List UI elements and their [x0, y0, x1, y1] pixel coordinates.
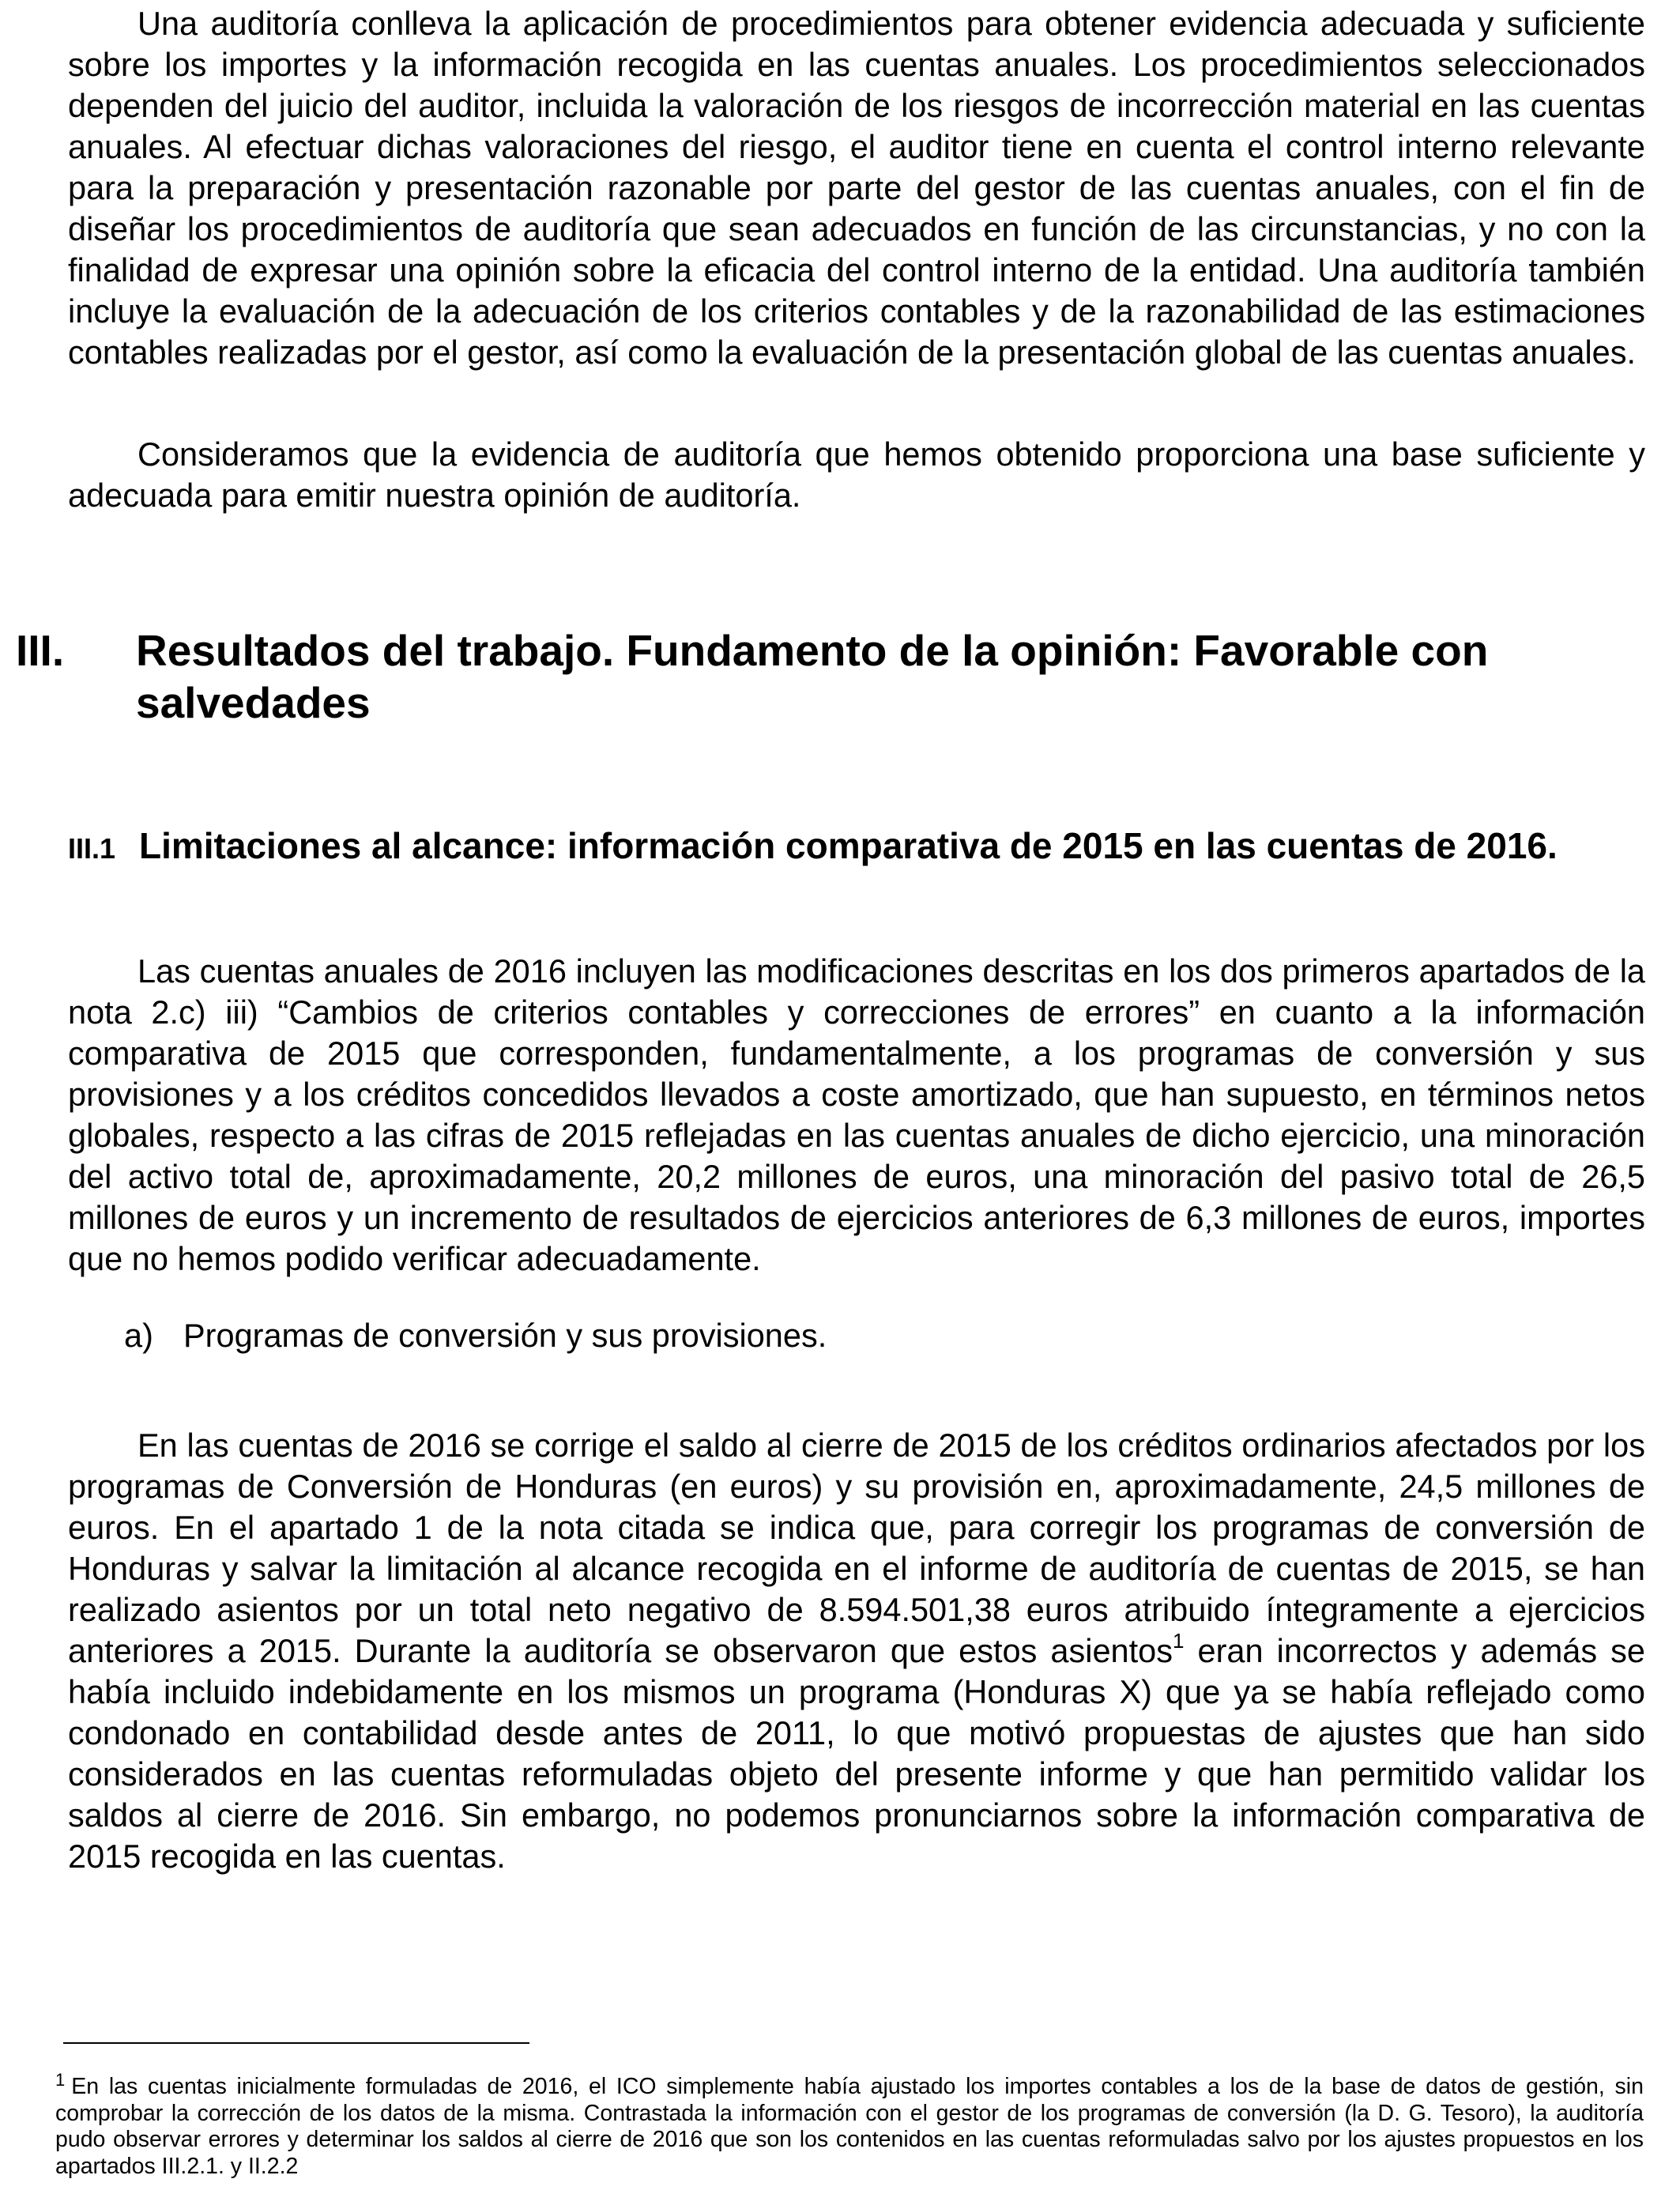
body-paragraph-2: [68, 1425, 1645, 1877]
intro-paragraph-2: Consideramos que la evidencia de auditoría que hemos obtenido proporciona una base suficiente y adecuada para emitir nuestra opinión de auditoría.: [68, 435, 1645, 514]
list-item-marker: a): [124, 1317, 153, 1354]
section-title: Resultados del trabajo. Fundamento de la opinión: Favorable con salvedades: [136, 626, 1489, 727]
section-number: III.: [16, 626, 65, 675]
intro-paragraph-1: Una auditoría conlleva la aplicación de procedimientos para obtener evidencia adecuada y suficiente sobre los importes y la información recogida en las cuentas anuales. Los procedimientos seleccionados dependen del juicio del auditor, incluida la valoración de los riesgos de incorrección material en las cuentas anuales. Al efectuar dichas valoraciones del riesgo, el auditor tiene en cuenta el control interno relevante para la preparación y presentación razonable por parte del gestor de las cuentas anuales, con el fin de diseñar los procedimientos de auditoría que sean adecuados en función de las circunstancias, y no con la finalidad de expresar una opinión sobre la eficacia del control interno de la entidad. Una auditoría también incluye la evaluación de la adecuación de los criterios contables y de la razonabilidad de las estimaciones contables realizadas por el gestor, así como la evaluación de la presentación global de las cuentas anuales.: [68, 5, 1645, 371]
subsection-number: III.1: [68, 832, 116, 865]
footnote-number: 1: [55, 2070, 66, 2090]
footnote-reference[interactable]: 1: [1172, 1629, 1185, 1653]
footnote-separator: [63, 2042, 529, 2044]
body-paragraph-2-part-2: eran incorrectos y además se había incluido indebidamente en los mismos un programa (Honduras X) que ya se había reflejado como condonado en contabilidad desde antes de 2011, lo que motivó propuestas de ajustes que han sido considerados en las cuentas reformuladas objeto del presente informe y que han permitido validar los saldos al cierre de 2016. Sin embargo, no podemos pronunciarnos sobre la información comparativa de 2015 recogida en las cuentas.: [68, 1632, 1645, 1875]
footnote-text: En las cuentas inicialmente formuladas de 2016, el ICO simplemente había ajustado los importes contables a los de la base de datos de gestión, sin comprobar la corrección de los datos de la misma. Contrastada la información con el gestor de los programas de conversión (la D. G. Tesoro), la auditoría pudo observar errores y determinar los saldos al cierre de 2016 que son los contenidos en las cuentas reformuladas salvo por los ajustes propuestos en los apartados III.2.1. y II.2.2: [55, 2074, 1644, 2179]
list-item-text: Programas de conversión y sus provisiones.: [183, 1317, 827, 1354]
subsection-title: Limitaciones al alcance: información comparativa de 2015 en las cuentas de 2016.: [139, 825, 1558, 866]
footnote: [55, 2070, 1644, 2180]
body-paragraph-2-part-1: En las cuentas de 2016 se corrige el saldo al cierre de 2015 de los créditos ordinarios afectados por los programas de Conversión de Honduras (en euros) y su provisión en, aproximadamente, 24,5 millones de euros. En el apartado 1 de la nota citada se indica que, para corregir los programas de conversión de Honduras y salvar la limitación al alcance recogida en el informe de auditoría de cuentas de 2015, se han realizado asientos por un total neto negativo de 8.594.501,38 euros atribuido íntegramente a ejercicios anteriores a 2015. Durante la auditoría se observaron que estos asientos: [68, 1427, 1645, 1669]
body-paragraph-1: Las cuentas anuales de 2016 incluyen las modificaciones descritas en los dos primeros apartados de la nota 2.c) iii) “Cambios de criterios contables y correcciones de errores” en cuanto a la información comparativa de 2015 que corresponden, fundamentalmente, a los programas de conversión y sus provisiones y a los créditos concedidos llevados a coste amortizado, que han supuesto, en términos netos globales, respecto a las cifras de 2015 reflejadas en las cuentas anuales de dicho ejercicio, una minoración del activo total de, aproximadamente, 20,2 millones de euros, una minoración del pasivo total de 26,5 millones de euros y un incremento de resultados de ejercicios anteriores de 6,3 millones de euros, importes que no hemos podido verificar adecuadamente.: [68, 952, 1645, 1277]
